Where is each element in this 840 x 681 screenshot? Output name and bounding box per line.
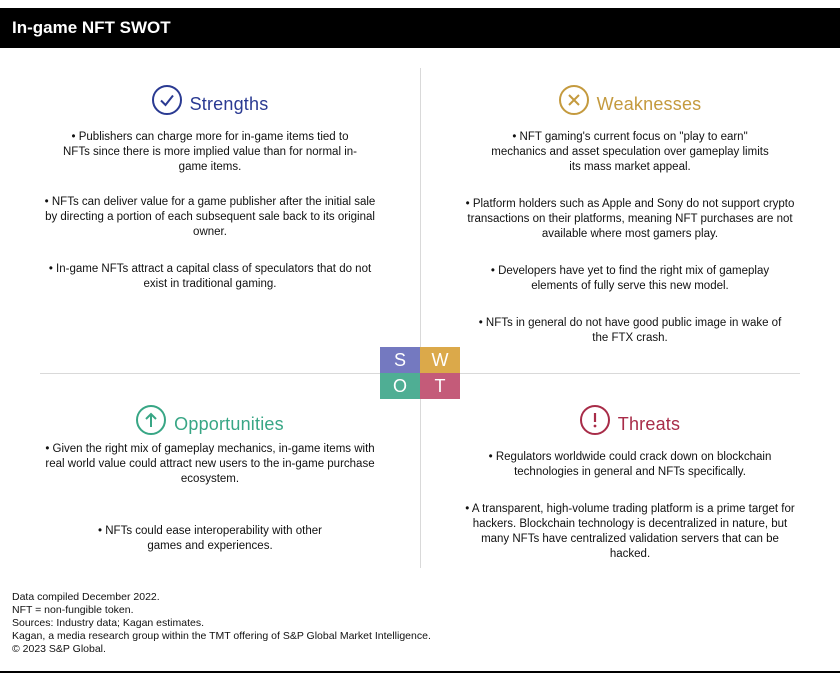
threats-quadrant [460,404,800,562]
strengths-bullet: • Publishers can charge more for in-game items tied to NFTs since there is more implied value than for normal in-game items. [62,131,357,173]
opportunities-quadrant [40,404,380,554]
opportunities-bullet: • Given the right mix of gameplay mechanics, in-game items with real world value could attract new users to the in-game purchase ecosystem. [45,443,375,485]
exclamation-icon [580,405,610,435]
swot-letter-o: O [380,373,420,399]
bottom-rule [0,671,840,673]
threats-header [460,404,800,436]
threats-bullet: • Regulators worldwide could crack down on blockchain technologies in general and NFTs specifically. [488,451,772,478]
footnote-line: © 2023 S&P Global. [12,643,106,655]
swot-letter-w: W [420,347,460,373]
strengths-quadrant [40,84,380,292]
weaknesses-bullet: • Platform holders such as Apple and Sony do not support crypto transactions on their platforms, meaning NFT purchases are not available where most gamers play. [465,198,795,240]
weaknesses-quadrant [460,84,800,346]
swot-letter-s: S [380,347,420,373]
weaknesses-bullet: • Developers have yet to find the right mix of gameplay elements of fully serve this new model. [490,265,770,292]
strengths-label: Strengths [189,93,269,114]
vertical-divider [420,68,421,568]
swot-letter-t: T [420,373,460,399]
x-icon [559,85,589,115]
weaknesses-label: Weaknesses [596,93,702,114]
swot-block [380,347,460,399]
threats-bullet: • A transparent, high-volume trading platform is a prime target for hackers. Blockchain technology is decentralized in nature, but many NFTs have centralized validation servers that can be hacked. [465,503,795,560]
weaknesses-header [460,84,800,116]
strengths-header [40,84,380,116]
strengths-bullet: • NFTs can deliver value for a game publisher after the initial sale by directing a portion of each subsequent sale back to its original owner. [44,196,376,238]
opportunities-bullet: • NFTs could ease interoperability with other games and experiences. [98,525,322,552]
footnote-line: Kagan, a media research group within the TMT offering of S&P Global Market Intelligence. [12,630,431,642]
weaknesses-bullet: • NFTs in general do not have good public image in wake of the FTX crash. [478,317,782,344]
footnote-line: NFT = non-fungible token. [12,604,134,616]
threats-label: Threats [617,413,681,434]
weaknesses-bullet: • NFT gaming's current focus on "play to earn" mechanics and asset speculation over gameplay limits its mass market appeal. [491,131,769,173]
strengths-bullet: • In-game NFTs attract a capital class of speculators that do not exist in traditional gaming. [48,263,372,290]
opportunities-label: Opportunities [174,413,284,434]
arrow-up-icon [136,405,166,435]
footnote-line: Sources: Industry data; Kagan estimates. [12,617,205,629]
page-title: In-game NFT SWOT [0,8,840,48]
footnote-line: Data compiled December 2022. [12,591,160,603]
footnotes [12,591,431,656]
opportunities-header [40,404,380,436]
checkmark-icon [152,85,182,115]
